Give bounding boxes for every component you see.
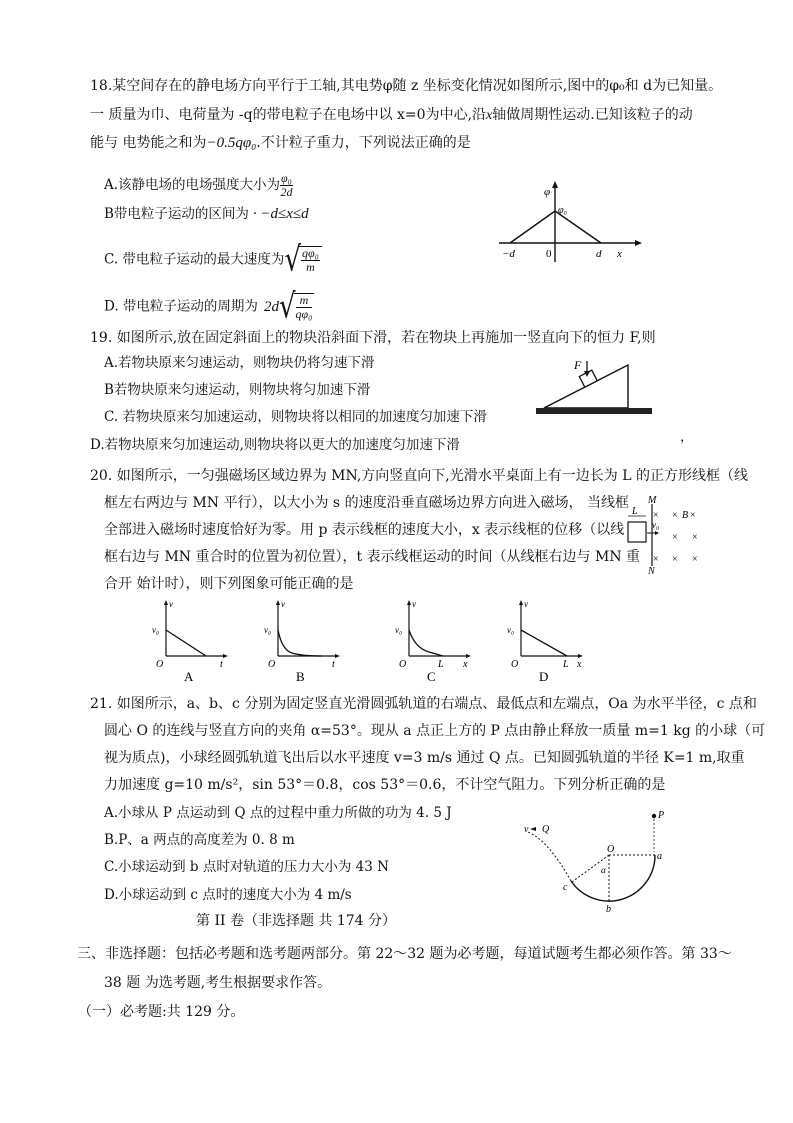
q21-v-arrow-icon — [530, 827, 536, 831]
q20-velocity-arrowhead-icon — [655, 531, 659, 535]
q18-option-d-sqrt: √ $\frac{m}{\text{qφ₀}}$ — [278, 287, 313, 327]
part2-instructions-line1: 三、非选择题：包括必考题和选考题两部分。第 22～32 题为必考题，每道试题考生都必须作答。第 33～ — [77, 946, 732, 962]
q20-cross: × — [653, 554, 659, 565]
q18-phi0-label: φ₀ — [558, 205, 568, 216]
q20-graph-c-y-arrow-icon — [407, 600, 411, 605]
q21-stem-line3: 视为质点)，小球经圆弧轨道飞出后以水平速度 v=3 m/s 通过 Q 点。已知圆弧轨道的半径 K=1 m,取重 — [104, 750, 745, 766]
q19-incline-figure — [536, 355, 656, 420]
q21-option-b: B.P、a 两点的高度差为 0. 8 m — [104, 832, 295, 848]
q20-graph-a-x-arrow-icon — [223, 654, 228, 658]
q20-graph-d-axis-label: x — [577, 659, 582, 670]
q18-x-label: x — [617, 248, 622, 260]
q18-option-d-coef: 2d — [263, 298, 279, 315]
q20-field-crosses — [653, 510, 698, 565]
q21-option-a: A.小球从 P 点运动到 Q 点的过程中重力所做的功为 4. 5 J — [104, 805, 452, 821]
q21-p-label: P — [658, 810, 665, 821]
q20-graph-b-label: B — [296, 669, 305, 682]
q20-stem-line3: 全部进入磁场时速度恰好为零。用 p 表示线框的速度大小，x 表示线框的位移（以线 — [104, 522, 625, 538]
q21-arc-figure — [520, 810, 670, 915]
q20-stem-line1: 20. 如图所示，一匀强磁场区域边界为 MN,方向竖直向下,光滑水平桌面上有一边长为 L 的正方形线框（线 — [90, 468, 748, 484]
q20-stem-line4: 框右边与 MN 重合时的位置为初位置），t 表示线框运动的时间（从线框右边与 MN 重 — [104, 549, 641, 565]
q21-stem-line4: 力加速度 g=10 m/s²，sin 53°＝0.8，cos 53°＝0.6，不计空气阻力。下列分析正确的是 — [104, 777, 666, 793]
q20-v0-label: v₀ — [652, 520, 660, 530]
q20-graph-a-y-arrow-icon — [164, 600, 168, 605]
q20-graph-c-label: C — [427, 669, 436, 682]
q21-o-label: O — [607, 844, 615, 855]
q19-option-d: D.若物块原来匀加速运动,则物块将以更大的加速度匀加速下滑 — [90, 437, 460, 453]
q18-stem-line3a: 能与 电势能之和为 — [90, 135, 207, 151]
q19-ground — [536, 408, 652, 414]
q20-graph-c-origin: O — [399, 659, 407, 670]
q20-graph-d-label: D — [539, 669, 549, 682]
q20-cross: × — [653, 510, 659, 521]
q20-cross: × — [692, 554, 698, 565]
q18-option-b-expr: · −d≤x≤d — [252, 206, 309, 222]
q18-stem-line2b: 轴做周期性运动.已知该粒子的动 — [492, 107, 693, 123]
q18-option-c-text: C. 带电粒子运动的最大速度为 — [104, 251, 285, 268]
q18-option-d-den: qφ₀ — [295, 307, 313, 321]
q20-graph-d-l-mark: L — [563, 659, 569, 670]
q18-option-a — [104, 172, 293, 199]
q21-option-d: D.小球运动到 c 点时的速度大小为 4 m/s — [104, 887, 352, 903]
q18-option-b — [104, 205, 309, 223]
q18-stem-line3b: .不计粒子重力，下列说法正确的是 — [256, 135, 471, 151]
q21-c-label: c — [563, 882, 568, 893]
q18-option-a-fraction — [280, 172, 293, 199]
q21-stem-line2: 圆心 O 的连线与竖直方向的夹角 α=53°。现从 a 点正上方的 P 点由静止释放一质量 m=1 kg 的小球（可 — [104, 723, 766, 739]
q20-graph-a-label: A — [184, 669, 194, 682]
q18-x-var: x — [486, 108, 493, 123]
q21-arc-track — [571, 855, 655, 901]
q20-cross: × — [690, 510, 696, 521]
q20-graph-b-v0-label: v₀ — [264, 625, 272, 635]
q20-l-label: L — [632, 506, 638, 517]
q21-alpha-label: α — [601, 865, 606, 875]
q20-graph-c-l-mark: L — [438, 659, 444, 670]
q21-stem-line1: 21. 如图所示，a、b、c 分别为固定竖直光滑圆弧轨道的右端点、最低点和左端点，Oa 为水平半径，c 点和 — [90, 696, 757, 712]
q18-option-c — [104, 240, 322, 280]
q21-b-label: b — [606, 904, 611, 915]
q21-q-label: Q — [542, 824, 550, 835]
q18-option-c-sqrt: √ $\frac{\text{qφ₀}}{m}$ — [284, 246, 321, 274]
q19-option-c: C. 若物块原来匀加速运动，则物块将以相同的加速度匀加速下滑 — [104, 409, 487, 425]
q20-graph-b-y-arrow-icon — [276, 600, 280, 605]
q20-field-figure — [622, 494, 718, 574]
q20-stem-line5: 合开 始计时），则下列图象可能正确的是 — [104, 576, 354, 592]
q20-graph-d-curve — [521, 630, 567, 656]
part2-required-heading: （一）必考题:共 129 分。 — [78, 1004, 245, 1020]
q20-graph-c-axis-label: x — [463, 659, 468, 670]
q18-option-a-num: φ₀ — [281, 171, 292, 185]
q20-b-label: B — [682, 510, 689, 521]
q20-m-label: M — [648, 495, 657, 506]
q20-graph-d-origin: O — [511, 659, 519, 670]
q18-neg-d-label: −d — [502, 248, 515, 260]
q21-a-label: a — [657, 851, 662, 862]
q18-x-arrow-icon — [635, 240, 642, 246]
q18-phi-arrow-icon — [552, 181, 558, 188]
q21-option-c: C.小球运动到 b 点时对轨道的压力大小为 43 N — [104, 859, 389, 875]
q20-graph-b-origin: O — [268, 659, 276, 670]
q20-cross: × — [692, 532, 698, 543]
q21-point-p — [652, 814, 656, 818]
q18-stem-line3 — [90, 134, 471, 152]
q18-energy-expr: −0.5qφ₀ — [206, 135, 257, 151]
q18-phi-label: φ — [544, 186, 551, 198]
q20-cross: × — [672, 532, 678, 543]
q20-graph-d-x-arrow-icon — [578, 654, 583, 658]
q21-v-label: v — [524, 824, 529, 835]
q20-graph-d-v0-label: v₀ — [507, 625, 515, 635]
q20-graph-c-curve — [409, 630, 443, 656]
q20-cross: × — [672, 510, 678, 521]
q20-graph-a-curve — [166, 630, 206, 656]
q18-option-b-text: B带电粒子运动的区间为 — [104, 206, 249, 222]
q20-graph-b-axis-label: t — [332, 659, 335, 670]
q20-graph-d-v-label: v — [524, 599, 528, 609]
q19-force-label: F — [574, 358, 582, 372]
q20-graph-a-v0-label: v₀ — [152, 625, 160, 635]
q20-graph-b-curve — [278, 630, 322, 656]
q20-graph-a-axis-label: t — [220, 659, 223, 670]
q20-stem-line2: 框左右两边与 MN 平行），以大小为 s 的速度沿垂直磁场边界方向进入磁场， 当线框 — [104, 495, 630, 511]
q18-potential-graph — [495, 180, 645, 265]
q20-graph-d — [505, 598, 587, 682]
q18-stem-line1: 18.某空间存在的静电场方向平行于工轴,其电势φ随 z 坐标变化情况如图所示,图中的φ₀和 d为已知量。 — [90, 78, 723, 94]
q18-stem-line2a: 一 质量为巾、电荷量为 -q的带电粒子在电场中以 x=0为中心,沿 — [90, 107, 487, 123]
q20-graph-b — [262, 598, 342, 682]
q20-n-label: N — [648, 566, 655, 574]
part2-title: 第 II 卷（非选择题 共 174 分） — [196, 913, 397, 929]
q20-square-frame — [628, 522, 646, 542]
q20-graph-b-v-label: v — [281, 599, 285, 609]
q18-stem-line2 — [90, 106, 693, 125]
q20-graph-c-v-label: v — [412, 599, 416, 609]
q18-option-d — [104, 287, 314, 327]
q20-graph-d-y-arrow-icon — [519, 600, 523, 605]
q20-graph-a — [150, 598, 230, 682]
q20-graph-b-x-arrow-icon — [335, 654, 340, 658]
q19-option-a: A.若物块原来匀速运动，则物块仍将匀速下滑 — [104, 355, 375, 371]
q19-option-b: B若物块原来匀速运动，则物块将匀加速下滑 — [104, 382, 371, 398]
q20-graph-a-origin: O — [156, 659, 164, 670]
q20-graph-c-v0-label: v₀ — [395, 625, 403, 635]
q20-graph-c-x-arrow-icon — [466, 654, 471, 658]
q18-option-a-den: 2d — [280, 185, 293, 199]
q20-graph-c — [393, 598, 473, 682]
q18-option-a-text: A.该静电场的电场强度大小为 — [104, 177, 281, 193]
q20-cross: × — [672, 554, 678, 565]
q18-option-c-den: m — [306, 260, 315, 274]
q18-option-d-num: m — [296, 294, 313, 308]
q19-stray-mark: ， — [680, 429, 694, 445]
q20-graph-a-v-label: v — [169, 599, 173, 609]
q18-d-label: d — [596, 248, 602, 260]
q18-option-c-num: qφ₀ — [302, 246, 319, 260]
q18-origin-label: 0 — [546, 248, 552, 260]
q18-option-d-text: D. 带电粒子运动的周期为 — [104, 298, 258, 315]
q19-stem: 19. 如图所示,放在固定斜面上的物块沿斜面下滑，若在物块上再施加一竖直向下的恒力 F,则 — [90, 330, 656, 346]
part2-instructions-line2: 38 题 为选考题,考生根据要求作答。 — [104, 975, 332, 991]
q21-trajectory — [528, 832, 571, 881]
